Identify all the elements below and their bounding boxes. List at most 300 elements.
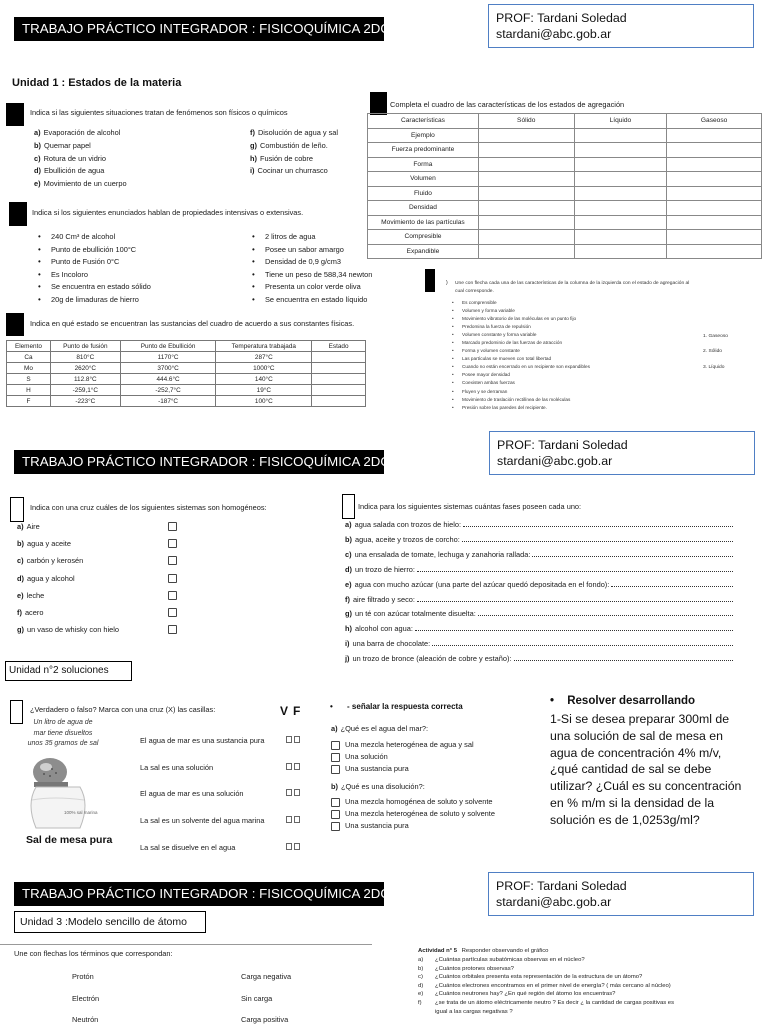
table-cell: 19°C xyxy=(216,385,312,396)
solve-title xyxy=(550,695,695,707)
answer-blank[interactable] xyxy=(417,566,733,572)
choose-block xyxy=(331,723,495,832)
answer-blank[interactable] xyxy=(478,610,733,616)
table-row xyxy=(7,396,366,407)
match-prompt-line: cual corresponde. xyxy=(455,288,494,294)
item-letter: h) xyxy=(345,624,352,634)
true-checkbox[interactable] xyxy=(286,843,292,850)
answer-checkbox[interactable] xyxy=(331,741,340,750)
salt-image-title: Sal de mesa pura xyxy=(26,834,113,846)
divider xyxy=(0,944,372,945)
choose-title-text: - señalar la respuesta correcta xyxy=(347,702,463,711)
phases-item xyxy=(345,548,733,563)
item-text: Disolución de agua y sal xyxy=(257,128,339,137)
item-letter: a) xyxy=(17,522,24,531)
item-text: carbón y kerosén xyxy=(26,556,84,566)
question-a xyxy=(331,723,495,735)
false-checkbox[interactable] xyxy=(294,736,300,743)
phenomena-item xyxy=(34,178,127,191)
characteristic-item: • Posee mayor densidad xyxy=(452,371,590,379)
salt-shaker-illustration xyxy=(24,752,114,832)
homogeneous-checkbox[interactable] xyxy=(168,608,177,617)
answer-blank[interactable] xyxy=(514,655,733,661)
match-prompt xyxy=(455,280,689,295)
table-cell[interactable] xyxy=(667,172,762,187)
column-header: Líquido xyxy=(574,114,667,129)
property-item: • Se encuentra en estado sólido xyxy=(38,281,151,294)
choose-title xyxy=(330,702,463,711)
homogeneous-item xyxy=(17,604,177,621)
table-row xyxy=(368,157,762,172)
table-cell[interactable] xyxy=(667,201,762,216)
homogeneous-list xyxy=(17,518,177,638)
item-text: Cocinar un churrasco xyxy=(257,166,328,176)
worksheet-header: TRABAJO PRÁCTICO INTEGRADOR : FISICOQUÍMICA 2DO AÑO xyxy=(14,450,384,474)
item-text: leche xyxy=(26,590,45,600)
item-text: un vaso de whisky con hielo xyxy=(26,625,120,635)
row-label: Forma xyxy=(368,157,479,172)
true-checkbox[interactable] xyxy=(286,816,292,823)
false-checkbox[interactable] xyxy=(294,816,300,823)
salt-caption xyxy=(20,718,106,750)
charge-term: Carga positiva xyxy=(241,1015,289,1024)
charge-term: Sin carga xyxy=(241,993,273,1003)
item-text: ¿Cuántos electrones encontramos en el primer nivel de energía? ( más cercano al núcleo) xyxy=(435,982,671,989)
unit3-title: Unidad 3 :Modelo sencillo de átomo xyxy=(14,911,206,933)
activity-question xyxy=(418,1008,674,1017)
table-cell[interactable] xyxy=(667,244,762,259)
item-letter: f) xyxy=(250,128,255,137)
phenomena-item xyxy=(250,153,338,166)
property-item: • Posee un sabor amargo xyxy=(252,244,372,257)
answer-checkbox[interactable] xyxy=(331,810,340,819)
answer-checkbox[interactable] xyxy=(331,753,340,762)
phases-item xyxy=(345,533,733,548)
answer-blank[interactable] xyxy=(462,536,733,542)
characteristic-item: • Coexisten ambas fuerzas xyxy=(452,379,590,387)
table-row xyxy=(7,363,366,374)
item-text: ¿Cuántos protones observas? xyxy=(435,965,514,972)
row-label: Ejemplo xyxy=(368,128,479,143)
column-header: Temperatura trabajada xyxy=(216,341,312,352)
particle-term: Protón xyxy=(72,972,94,981)
row-label: Fuerza predominante xyxy=(368,143,479,158)
table-cell[interactable] xyxy=(574,215,667,230)
item-text: ¿Cuántos orbitales presenta esta representación de la estructura de un átomo? xyxy=(435,974,643,981)
item-letter: h) xyxy=(250,153,257,163)
particle-term: Neutrón xyxy=(72,1015,99,1024)
item-letter: g) xyxy=(345,609,352,619)
item-text: agua y alcohol xyxy=(26,573,75,583)
row-label: Densidad xyxy=(368,201,479,216)
table-cell[interactable] xyxy=(312,352,366,363)
true-false-row xyxy=(140,807,302,834)
properties-list-left xyxy=(38,231,151,306)
table-cell: 2620°C xyxy=(50,363,120,374)
answer-option xyxy=(331,751,495,763)
row-label: H xyxy=(7,385,51,396)
table-row xyxy=(368,201,762,216)
false-checkbox[interactable] xyxy=(294,763,300,770)
characteristics-list xyxy=(452,299,590,412)
phases-item xyxy=(345,607,733,622)
item-letter: d) xyxy=(418,982,424,989)
question-marker xyxy=(370,92,387,115)
table-cell[interactable] xyxy=(478,186,574,201)
item-text: aire filtrado y seco: xyxy=(352,594,415,604)
item-letter: a) xyxy=(345,520,352,529)
item-letter: c) xyxy=(345,549,352,559)
state-table-prompt: Indica en qué estado se encuentran las sustancias del cuadro de acuerdo a sus constantes físicas. xyxy=(30,319,355,328)
characteristic-item: • Marcado predominio de las fuerzas de atracción xyxy=(452,339,590,347)
table-cell[interactable] xyxy=(478,128,574,143)
table-cell[interactable] xyxy=(667,230,762,245)
answer-blank[interactable] xyxy=(432,640,733,646)
homogeneous-checkbox[interactable] xyxy=(168,591,177,600)
homogeneous-item xyxy=(17,621,177,638)
homogeneous-checkbox[interactable] xyxy=(168,556,177,565)
item-letter: b) xyxy=(418,965,424,972)
answer-checkbox[interactable] xyxy=(331,822,340,831)
item-text: un trozo de bronce (aleación de cobre y estaño): xyxy=(352,654,512,664)
activity-question xyxy=(418,965,674,974)
column-header: Sólido xyxy=(478,114,574,129)
characteristics-table xyxy=(367,113,762,259)
table-cell[interactable] xyxy=(478,157,574,172)
item-letter: b) xyxy=(17,539,24,549)
caption-line: unos 35 gramos de sal xyxy=(27,740,99,747)
table-cell[interactable] xyxy=(667,186,762,201)
property-item: • Es Incoloro xyxy=(38,269,151,282)
property-item: • Presenta un color verde oliva xyxy=(252,281,372,294)
table-cell[interactable] xyxy=(312,385,366,396)
worksheet-header: TRABAJO PRÁCTICO INTEGRADOR : FISICOQUÍMICA 2DO AÑO xyxy=(14,17,384,41)
row-label: Expandible xyxy=(368,244,479,259)
table-cell[interactable] xyxy=(667,215,762,230)
column-header: Gaseoso xyxy=(667,114,762,129)
question-text: ¿Qué es una disolución?: xyxy=(340,782,425,791)
table-cell[interactable] xyxy=(312,396,366,407)
problem-line: utilizar? ¿Cuál es su concentración xyxy=(550,779,742,794)
teacher-name: PROF: Tardani Soledad xyxy=(496,11,627,25)
phases-list xyxy=(345,518,733,667)
activity-question xyxy=(418,990,674,999)
phenomena-list-left xyxy=(34,127,127,191)
table-cell[interactable] xyxy=(478,201,574,216)
solve-title-text: Resolver desarrollando xyxy=(567,695,696,707)
table-cell[interactable] xyxy=(312,374,366,385)
homogeneous-checkbox[interactable] xyxy=(168,625,177,634)
phases-item xyxy=(345,563,733,578)
characteristic-item: • Movimiento de traslación rectilínea de las moléculas xyxy=(452,396,590,404)
state-label: 3. Líquido xyxy=(703,365,725,370)
table-cell[interactable] xyxy=(667,157,762,172)
true-checkbox[interactable] xyxy=(286,789,292,796)
row-label: Fluido xyxy=(368,186,479,201)
charge-list xyxy=(241,966,291,1031)
table-cell: 810°C xyxy=(50,352,120,363)
item-text: ¿Cuántos neutrones hay? ¿En qué región del átomo los encuentras? xyxy=(435,991,616,998)
item-letter: a) xyxy=(331,724,338,733)
teacher-email: stardani@abc.gob.ar xyxy=(497,454,613,468)
teacher-box xyxy=(489,431,755,475)
table-cell[interactable] xyxy=(574,230,667,245)
activity-question xyxy=(418,973,674,982)
phenomena-list-right xyxy=(250,127,338,178)
table-row xyxy=(368,172,762,187)
table-row xyxy=(368,215,762,230)
question-text: ¿Qué es el agua del mar?: xyxy=(340,724,429,733)
phases-item xyxy=(345,652,733,667)
table-cell[interactable] xyxy=(478,230,574,245)
state-label: 2. Sólido xyxy=(703,349,723,354)
worksheet-header: TRABAJO PRÁCTICO INTEGRADOR : FISICOQUÍMICA 2DO AÑO xyxy=(14,882,384,906)
statement-text: El agua de mar es una sustancia pura xyxy=(140,735,265,745)
unit1-title: Unidad 1 : Estados de la materia xyxy=(12,77,182,89)
item-text: Combustión de leño. xyxy=(259,140,328,150)
table-header-row xyxy=(7,341,366,352)
row-label: F xyxy=(7,396,51,407)
item-letter: i) xyxy=(345,639,350,649)
answer-option xyxy=(331,796,495,808)
activity-question xyxy=(418,956,674,965)
table-cell: -259,1°C xyxy=(50,385,120,396)
caption-line: Un litro de agua de xyxy=(33,719,93,726)
phases-item xyxy=(345,622,733,637)
phases-item xyxy=(345,518,733,533)
table-cell[interactable] xyxy=(574,143,667,158)
activity5-list xyxy=(418,956,674,1016)
activity-question xyxy=(418,999,674,1008)
row-label: Volumen xyxy=(368,172,479,187)
item-letter: f) xyxy=(345,594,350,604)
table-cell[interactable] xyxy=(574,244,667,259)
true-false-row xyxy=(140,781,302,808)
true-checkbox[interactable] xyxy=(286,763,292,770)
true-false-row xyxy=(140,754,302,781)
properties-prompt: Indica si los siguientes enunciados hablan de propiedades intensivas o extensivas. xyxy=(32,208,304,217)
characteristic-item: • Movimiento vibratorio de las moléculas en un punto fijo xyxy=(452,315,590,323)
table-cell: -187°C xyxy=(120,396,216,407)
teacher-box xyxy=(488,4,754,48)
phenomena-item xyxy=(34,127,127,140)
answer-blank[interactable] xyxy=(463,521,733,527)
answer-blank[interactable] xyxy=(532,551,733,557)
statement-text: La sal es una solución xyxy=(140,762,214,772)
teacher-name: PROF: Tardani Soledad xyxy=(496,879,627,893)
teacher-box xyxy=(488,872,754,916)
phases-prompt: Indica para los siguientes sistemas cuántas fases poseen cada uno: xyxy=(358,502,582,511)
phases-item xyxy=(345,578,733,593)
statement-text: El agua de mar es una solución xyxy=(140,789,244,799)
false-column-label: F xyxy=(293,704,301,718)
item-text: agua y aceite xyxy=(26,539,71,549)
table-row xyxy=(368,230,762,245)
phases-item xyxy=(345,593,733,608)
option-text: Una mezcla homogénea de soluto y solvente xyxy=(345,797,493,806)
teacher-name: PROF: Tardani Soledad xyxy=(497,438,628,452)
item-letter: d) xyxy=(345,564,352,574)
table-cell: 112.8°C xyxy=(50,374,120,385)
table-cell[interactable] xyxy=(478,172,574,187)
phenomena-prompt: Indica si las siguientes situaciones tratan de fenómenos son físicos o químicos xyxy=(30,108,288,117)
item-text: alcohol con agua: xyxy=(354,624,413,634)
answer-blank[interactable] xyxy=(611,581,733,587)
bullet: • xyxy=(330,702,333,711)
property-item: • 20g de limaduras de hierro xyxy=(38,294,151,307)
teacher-email: stardani@abc.gob.ar xyxy=(496,895,612,909)
homogeneous-item xyxy=(17,552,177,569)
problem-line: una solución de sal de mesa en xyxy=(550,728,723,743)
property-item: • Tiene un peso de 588,34 newton xyxy=(252,269,372,282)
bullet: • xyxy=(550,695,555,707)
property-item: • 240 Cm³ de alcohol xyxy=(38,231,151,244)
table-cell[interactable] xyxy=(478,143,574,158)
question-marker xyxy=(425,269,435,292)
caption-line: mar tiene disueltos xyxy=(33,729,93,737)
item-letter: d) xyxy=(17,573,24,583)
item-letter: d) xyxy=(34,166,41,176)
question-marker xyxy=(6,313,24,336)
item-letter: b) xyxy=(34,140,41,150)
item-letter: c) xyxy=(418,974,423,981)
question-marker xyxy=(342,494,355,519)
answer-option xyxy=(331,808,495,820)
table-cell[interactable] xyxy=(574,157,667,172)
problem-line: 1-Si se desea preparar 300ml de xyxy=(550,712,730,726)
item-text: un té con azúcar totalmente disuelta: xyxy=(354,609,476,619)
table-cell[interactable] xyxy=(574,186,667,201)
item-letter: b) xyxy=(331,782,338,791)
solve-problem xyxy=(550,711,741,829)
item-letter: c) xyxy=(34,153,41,163)
true-column-label: V xyxy=(280,704,289,718)
homogeneous-prompt: Indica con una cruz cuáles de los siguientes sistemas son homogéneos: xyxy=(30,503,267,512)
item-text: agua, aceite y trozos de corcho: xyxy=(354,534,460,544)
characteristic-item: • Fluyen y se derraman xyxy=(452,388,590,396)
table-cell[interactable] xyxy=(478,215,574,230)
table-cell[interactable] xyxy=(574,201,667,216)
question-marker xyxy=(9,202,27,226)
charge-term: Carga negativa xyxy=(241,972,292,981)
table-row xyxy=(7,385,366,396)
item-letter: f) xyxy=(17,607,22,617)
characteristic-item: • Volumen y forma variable xyxy=(452,307,590,315)
true-false-row xyxy=(140,834,302,861)
property-item: • 2 litros de agua xyxy=(252,231,372,244)
question-b xyxy=(331,781,495,793)
item-letter: a) xyxy=(34,128,41,137)
phenomena-item xyxy=(250,140,338,153)
table-row xyxy=(368,244,762,259)
row-label: Ca xyxy=(7,352,51,363)
state-table xyxy=(6,340,366,407)
table-cell[interactable] xyxy=(574,128,667,143)
false-checkbox[interactable] xyxy=(294,789,300,796)
state-label: 1. Gaseoso xyxy=(703,334,729,339)
row-label: Mo xyxy=(7,363,51,374)
characteristics-prompt: Completa el cuadro de las características de los estados de agregación xyxy=(390,100,625,109)
homogeneous-checkbox[interactable] xyxy=(168,574,177,583)
answer-checkbox[interactable] xyxy=(331,765,340,774)
item-text: ¿Cuántas partículas subatómicas observas en el núcleo? xyxy=(435,957,585,963)
phenomena-item xyxy=(250,127,338,140)
phenomena-item xyxy=(34,140,127,153)
homogeneous-checkbox[interactable] xyxy=(168,539,177,548)
column-header: Punto de Ebullición xyxy=(120,341,216,352)
table-cell: 3700°C xyxy=(120,363,216,374)
item-letter: f) xyxy=(418,999,422,1006)
option-text: Una mezcla heterogénea de agua y sal xyxy=(345,740,474,749)
characteristic-item: • Forma y volumen constante xyxy=(452,347,590,355)
properties-list-right xyxy=(252,231,372,306)
item-letter: e) xyxy=(418,991,424,998)
item-text: Quemar papel xyxy=(43,140,91,150)
column-header: Estado xyxy=(312,341,366,352)
true-false-prompt: ¿Verdadero o falso? Marca con una cruz (X) las casillas: xyxy=(30,705,216,714)
particle-list xyxy=(72,966,99,1031)
unit2-title: Unidad n°2 soluciones xyxy=(5,661,132,681)
item-letter: g) xyxy=(17,625,24,635)
table-cell: 100°C xyxy=(216,396,312,407)
item-letter: c) xyxy=(17,556,24,566)
item-letter: a) xyxy=(418,957,424,963)
true-checkbox[interactable] xyxy=(286,736,292,743)
table-cell[interactable] xyxy=(667,128,762,143)
answer-checkbox[interactable] xyxy=(331,798,340,807)
table-cell: 140°C xyxy=(216,374,312,385)
characteristic-item: • Es comprensible xyxy=(452,299,590,307)
homogeneous-item xyxy=(17,587,177,604)
phenomena-item xyxy=(250,165,338,178)
item-letter: i) xyxy=(250,166,255,176)
column-header: Características xyxy=(368,114,479,129)
item-letter: e) xyxy=(17,590,24,600)
table-cell[interactable] xyxy=(312,363,366,374)
particle-term: Electrón xyxy=(72,993,100,1003)
table-row xyxy=(368,186,762,201)
false-checkbox[interactable] xyxy=(294,843,300,850)
table-cell: 444.6°C xyxy=(120,374,216,385)
item-letter: j) xyxy=(345,654,350,664)
table-row xyxy=(368,128,762,143)
option-text: Una solución xyxy=(345,752,388,761)
table-cell[interactable] xyxy=(667,143,762,158)
answer-blank[interactable] xyxy=(415,625,733,631)
true-false-row xyxy=(140,727,302,754)
item-text: Evaporación de alcohol xyxy=(43,128,121,137)
item-letter: g) xyxy=(250,140,257,150)
activity-question xyxy=(418,982,674,991)
characteristic-item: • Las partículas se mueven con total libertad xyxy=(452,355,590,363)
property-item: • Punto de ebullición 100°C xyxy=(38,244,151,257)
homogeneous-checkbox[interactable] xyxy=(168,522,177,531)
match-mark: ) xyxy=(446,280,448,286)
option-text: Una mezcla heterogénea de soluto y solvente xyxy=(345,809,495,818)
row-label: Movimiento de las partículas xyxy=(368,215,479,230)
table-cell[interactable] xyxy=(574,172,667,187)
item-text: igual a las cargas negativas ? xyxy=(435,1008,513,1015)
table-cell[interactable] xyxy=(478,244,574,259)
table-cell: -223°C xyxy=(50,396,120,407)
activity5-title xyxy=(418,948,548,954)
item-text: ¿se trata de un átomo eléctricamente neutro ? Es decir ¿ la cantidad de cargas positivas es xyxy=(435,999,675,1006)
item-text: Movimiento de un cuerpo xyxy=(43,179,127,189)
answer-option xyxy=(331,763,495,775)
answer-blank[interactable] xyxy=(417,596,733,602)
homogeneous-item xyxy=(17,535,177,552)
item-text: Rotura de un vidrio xyxy=(43,153,107,163)
